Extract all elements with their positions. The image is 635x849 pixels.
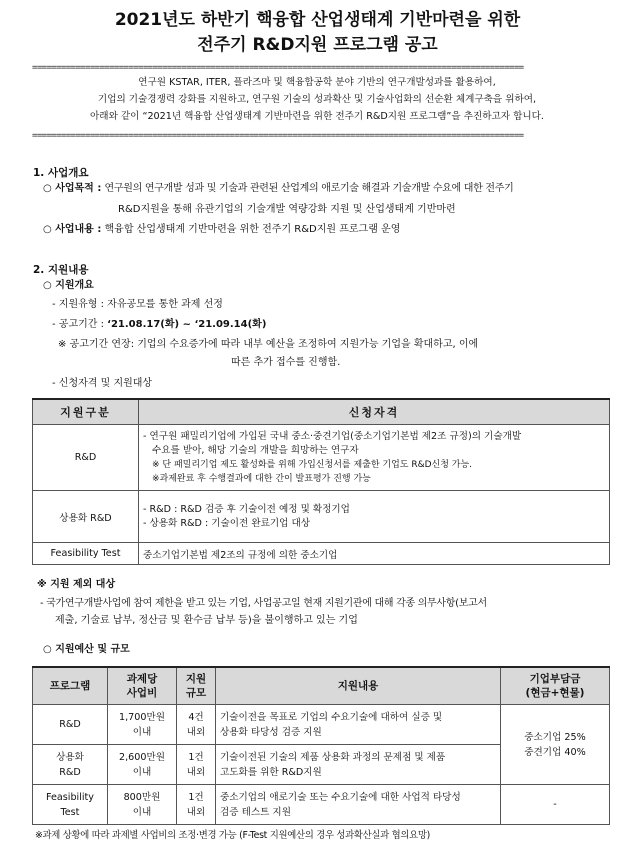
- content-rnd-1: 기술이전을 목표로 기업의 수요기술에 대하여 실증 및: [220, 711, 443, 723]
- header-scale-line2: 규모: [185, 687, 207, 699]
- row-type-commercial: 상용화 R&D: [33, 491, 139, 543]
- intro-line-3: 아래와 같이 “2021년 핵융합 산업생태계 기반마련을 위한 전주기 R&D지원 프로그램”을 추진하고자 합니다.: [90, 111, 544, 122]
- commercial-desc-2: - 상용화 R&D : 기술이전 완료기업 대상: [143, 517, 311, 529]
- divider-top: ======================================================================================================: [32, 63, 524, 73]
- program-feasibility-1: Feasibility: [46, 791, 94, 803]
- burden-feasibility: -: [501, 785, 610, 825]
- eligibility-table: [32, 398, 610, 565]
- header-scale-line1: 지원: [185, 673, 207, 685]
- row-desc-rnd: [139, 425, 610, 491]
- extension-note-cont: 따른 추가 접수를 진행함.: [231, 357, 341, 368]
- header-burden: [501, 667, 610, 705]
- scale-feasibility-count: 1건: [188, 791, 204, 803]
- intro-line-1: 연구원 KSTAR, ITER, 플라즈마 및 핵융합공학 분야 기반의 연구개발성과를 활용하여,: [138, 77, 496, 88]
- budget-table: [32, 666, 610, 825]
- header-cost-line2: 사업비: [126, 687, 158, 699]
- scale-rnd: [177, 705, 216, 745]
- exclusion-line-1: - 국가연구개발사업에 참여 제한을 받고 있는 기업, 사업공고일 현재 지원기관에 대해 각종 의무사항(보고서: [40, 598, 487, 609]
- content-commercial: [216, 745, 501, 785]
- scale-rnd-count: 4건: [188, 711, 204, 723]
- row-desc-commercial: [139, 491, 610, 543]
- row-type-feasibility: Feasibility Test: [33, 543, 139, 565]
- program-commercial-1: 상용화: [56, 751, 84, 763]
- cost-rnd-limit: 이내: [132, 726, 152, 738]
- content-feasibility-2: 검증 테스트 지원: [220, 806, 291, 818]
- scale-feasibility-approx: 내외: [186, 806, 206, 818]
- header-cost-line1: 과제당: [126, 673, 158, 685]
- header-cost: [108, 667, 177, 705]
- purpose-row: [43, 181, 513, 197]
- rnd-desc-2: 수요를 받아, 해당 기술의 개발을 희망하는 연구자: [152, 444, 359, 456]
- content-text: 핵융합 산업생태계 기반마련을 위한 전주기 R&D지원 프로그램 운영: [104, 224, 401, 235]
- extension-note: ※ 공고기간 연장: 기업의 수요증가에 따라 내부 예산을 조정하여 지원가능 기업을 확대하고, 이에: [58, 339, 479, 350]
- overview-label: ○ 지원개요: [43, 280, 94, 291]
- purpose-label: ○ 사업목적 :: [43, 183, 102, 194]
- header-scale: [177, 667, 216, 705]
- purpose-text-cont: R&D지원을 통해 유관기업의 기술개발 역량강화 지원 및 산업생태계 기반마련: [118, 204, 456, 215]
- support-type-line: - 지원유형 : 자유공모를 통한 과제 선정: [52, 299, 223, 310]
- cost-rnd-amount: 1,700만원: [119, 711, 165, 723]
- program-commercial-2: R&D: [59, 766, 81, 778]
- cost-feasibility-limit: 이내: [132, 806, 152, 818]
- content-row: [43, 222, 400, 238]
- content-commercial-2: 고도화를 위한 R&D지원: [220, 766, 322, 778]
- section2-heading: 2. 지원내용: [33, 264, 89, 276]
- scale-feasibility: [177, 785, 216, 825]
- cost-commercial-limit: 이내: [132, 766, 152, 778]
- burden-sme: 중소기업 25%: [524, 731, 586, 743]
- cost-feasibility: [108, 785, 177, 825]
- cost-feasibility-amount: 800만원: [123, 791, 161, 803]
- header-eligibility: 신청자격: [139, 399, 610, 425]
- exclusion-line-2: 제출, 기술료 납부, 정산금 및 환수금 납부 등)을 불이행하고 있는 기업: [55, 615, 358, 626]
- content-label: ○ 사업내용 :: [43, 224, 102, 235]
- burden-midsize: 중견기업 40%: [524, 746, 586, 758]
- eligibility-line: - 신청자격 및 지원대상: [52, 378, 153, 389]
- purpose-text: 연구원의 연구개발 성과 및 기술과 관련된 산업계의 애로기술 해결과 기술개발 수요에 대한 전주기: [104, 183, 514, 194]
- row-type-rnd: R&D: [33, 425, 139, 491]
- content-commercial-1: 기술이전된 기술의 제품 상용화 과정의 문제점 및 제품: [220, 751, 446, 763]
- row-desc-feasibility: 중소기업기본법 제2조의 규정에 의한 중소기업: [139, 543, 610, 565]
- period-prefix: - 공고기간 :: [52, 319, 108, 330]
- rnd-desc-1: - 연구원 패밀리기업에 가입된 국내 중소·중견기업(중소기업기본법 제2조 규정)의 기술개발: [143, 430, 522, 442]
- page-title-line2: 전주기 R&D지원 프로그램 공고: [197, 35, 438, 55]
- period-row: [52, 317, 266, 333]
- scale-commercial-count: 1건: [188, 751, 204, 763]
- scale-rnd-approx: 내외: [186, 726, 206, 738]
- content-feasibility: [216, 785, 501, 825]
- header-program: 프로그램: [33, 667, 108, 705]
- content-feasibility-1: 중소기업의 애로기술 또는 수요기술에 대한 사업적 타당성: [220, 791, 461, 803]
- section1-heading: 1. 사업개요: [33, 167, 89, 179]
- content-rnd-2: 상용화 타당성 검증 지원: [220, 726, 322, 738]
- rnd-desc-3: ※ 단 패밀리기업 제도 활성화를 위해 가입신청서를 제출한 기업도 R&D신청 가능.: [152, 459, 473, 470]
- program-commercial: [33, 745, 108, 785]
- program-feasibility-2: Test: [60, 806, 80, 818]
- cost-rnd: [108, 705, 177, 745]
- header-burden-line1: 기업부담금: [529, 673, 581, 685]
- page-title-line1: 2021년도 하반기 핵융합 산업생태계 기반마련을 위한: [114, 10, 521, 30]
- footnote: ※과제 상황에 따라 과제별 사업비의 조정·변경 가능 (F-Test 지원예산의 경우 성과확산실과 협의요망): [35, 830, 430, 841]
- header-support-type: 지원구분: [33, 399, 139, 425]
- budget-label: ○ 지원예산 및 규모: [43, 644, 130, 655]
- program-rnd: R&D: [33, 705, 108, 745]
- cost-commercial-amount: 2,600만원: [119, 751, 165, 763]
- intro-line-2: 기업의 기술경쟁력 강화를 지원하고, 연구원 기술의 성과확산 및 기술사업화의 선순환 체계구축을 위하여,: [97, 94, 537, 105]
- content-rnd: [216, 705, 501, 745]
- header-content: 지원내용: [216, 667, 501, 705]
- scale-commercial-approx: 내외: [186, 766, 206, 778]
- period-value: ‘21.08.17(화) ~ ‘21.09.14(화): [107, 319, 267, 330]
- exclusion-heading: ※ 지원 제외 대상: [37, 579, 116, 590]
- divider-bottom: ======================================================================================================: [32, 131, 524, 141]
- burden-merged: [501, 705, 610, 785]
- scale-commercial: [177, 745, 216, 785]
- rnd-desc-4: ※과제완료 후 수행결과에 대한 간이 발표평가 진행 가능: [152, 473, 371, 484]
- cost-commercial: [108, 745, 177, 785]
- header-burden-line2: (현금+현물): [525, 687, 585, 699]
- commercial-desc-1: - R&D : R&D 검증 후 기술이전 예정 및 확정기업: [143, 503, 350, 515]
- program-feasibility: [33, 785, 108, 825]
